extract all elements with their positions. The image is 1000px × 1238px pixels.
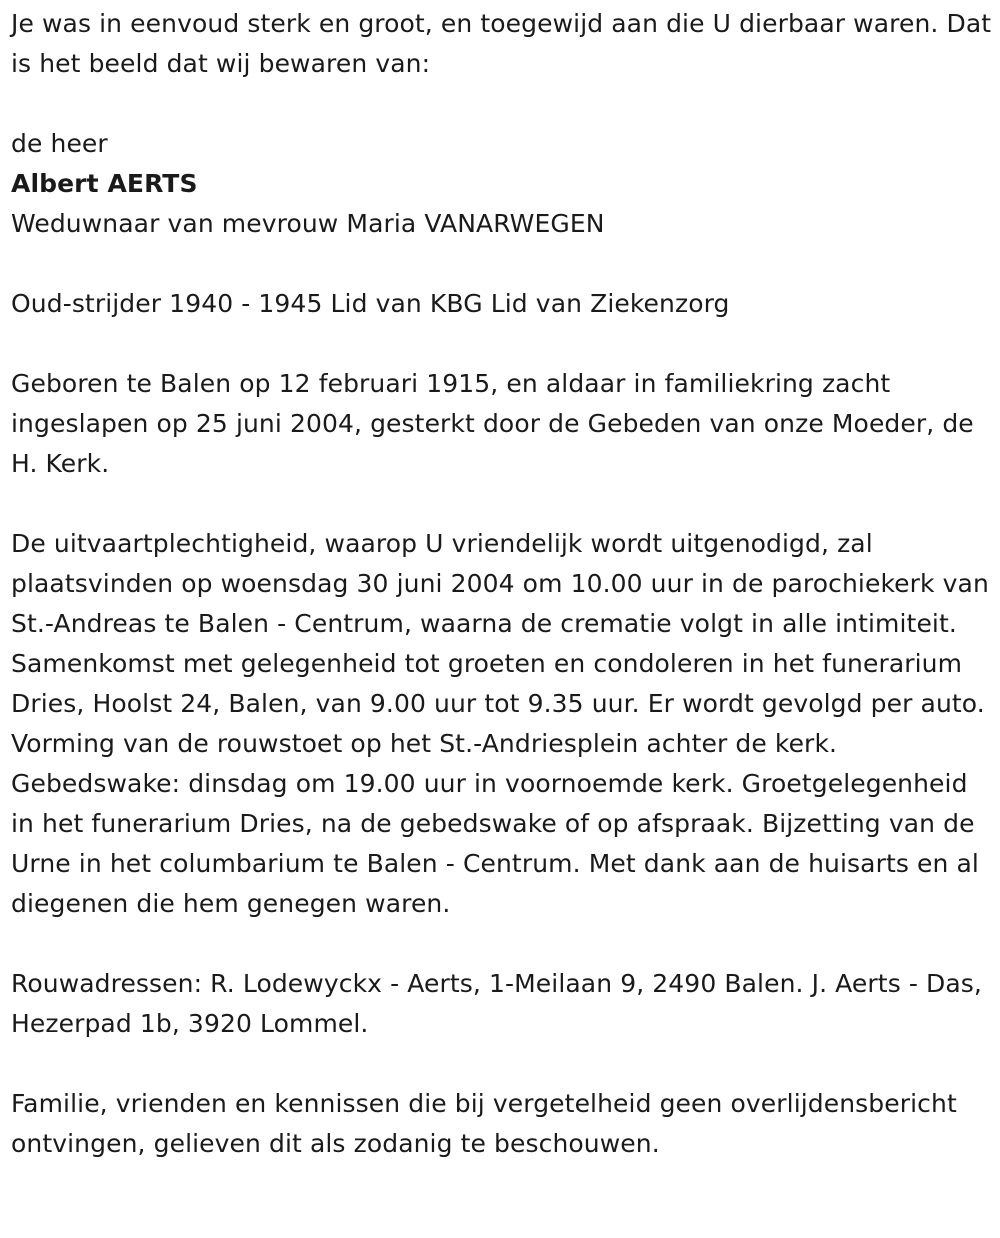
spacer	[11, 324, 993, 364]
salutation-text: de heer	[11, 129, 108, 158]
funeral-text: De uitvaartplechtigheid, waarop U vriendelijk wordt uitgenodigd, zal plaatsvinden op woensdag 30 juni 2004 om 10.00 uur in de parochiekerk van St.-Andreas te Balen - Centrum, waarna de crematie volgt in alle intimiteit. Samenkomst met gelegenheid tot groeten en condoleren in het funerarium Dries, Hoolst 24, Balen, van 9.00 uur tot 9.35 uur. Er wordt gevolgd per auto. Vorming van de rouwstoet op het St.-Andriesplein achter de kerk. Gebedswake: dinsdag om 19.00 uur in voornoemde kerk. Groetgelegenheid in het funerarium Dries, na de gebedswake of op afspraak. Bijzetting van de Urne in het columbarium te Balen - Centrum. Met dank aan de huisarts en al diegenen die hem genegen waren.	[11, 529, 989, 918]
spacer	[11, 1044, 993, 1084]
spacer	[11, 484, 993, 524]
obituary-notice	[11, 4, 993, 1164]
addresses-text: Rouwadressen: R. Lodewyckx - Aerts, 1-Meilaan 9, 2490 Balen. J. Aerts - Das, Hezerpad 1b, 3920 Lommel.	[11, 969, 982, 1038]
spouse-text: Weduwnaar van mevrouw Maria VANARWEGEN	[11, 209, 605, 238]
birth-death-text: Geboren te Balen op 12 februari 1915, en aldaar in familiekring zacht ingeslapen op 25 juni 2004, gesterkt door de Gebeden van onze Moeder, de H. Kerk.	[11, 369, 974, 478]
spacer	[11, 84, 993, 124]
closing-text: Familie, vrienden en kennissen die bij vergetelheid geen overlijdensbericht ontvingen, gelieven dit als zodanig te beschouwen.	[11, 1089, 957, 1158]
spacer	[11, 244, 993, 284]
motto-text: Je was in eenvoud sterk en groot, en toegewijd aan die U dierbaar waren. Dat is het beeld dat wij bewaren van:	[11, 9, 992, 78]
deceased-name: Albert AERTS	[11, 169, 198, 198]
spacer	[11, 924, 993, 964]
affiliations-text: Oud-strijder 1940 - 1945 Lid van KBG Lid van Ziekenzorg	[11, 289, 730, 318]
